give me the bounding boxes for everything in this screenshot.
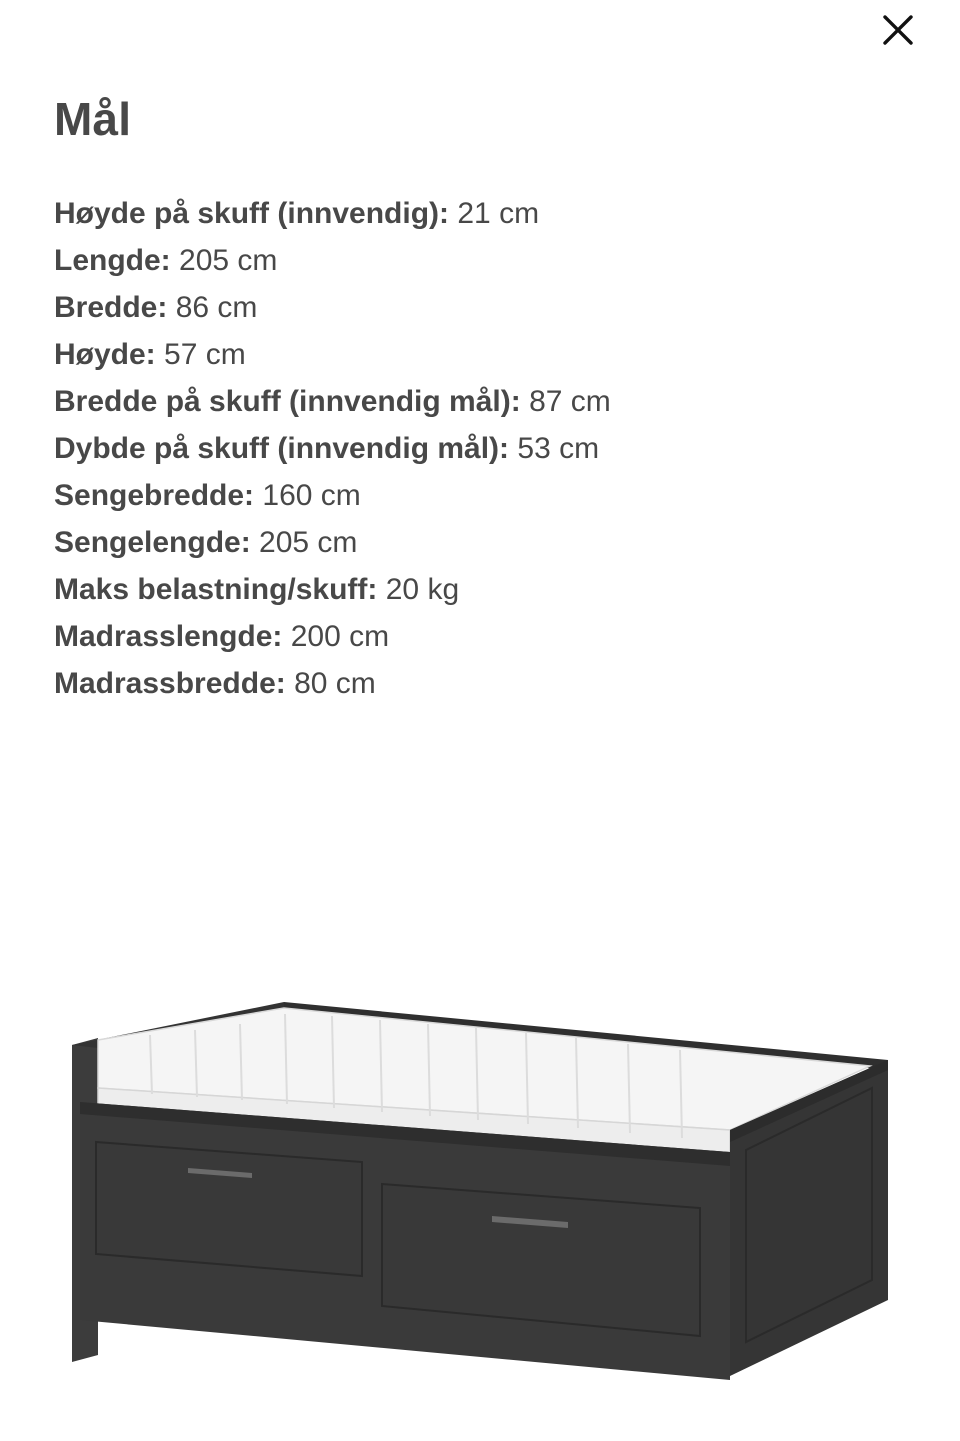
dimension-value: 80 cm [294, 667, 376, 700]
dimension-value: 21 cm [457, 197, 540, 230]
dimension-row [54, 284, 611, 331]
daybed-illustration [40, 990, 920, 1410]
dimension-label: Maks belastning/skuff: [54, 573, 378, 606]
dimension-row [54, 237, 611, 284]
dimension-row [54, 190, 611, 237]
dimension-value: 20 kg [385, 573, 460, 606]
dimension-label: Dybde på skuff (innvendig mål): [54, 432, 510, 465]
dimension-value: 205 cm [259, 526, 358, 559]
page-title: Mål [54, 93, 132, 145]
dimension-label: Madrasslengde: [54, 620, 283, 653]
dimension-label: Høyde på skuff (innvendig): [54, 197, 450, 230]
dimension-value: 53 cm [517, 432, 600, 465]
dimension-label: Sengelengde: [54, 526, 251, 559]
product-image [40, 990, 920, 1410]
dimension-label: Bredde: [54, 291, 168, 324]
dimension-label: Bredde på skuff (innvendig mål): [54, 385, 521, 418]
dimension-row [54, 519, 611, 566]
dimension-value: 86 cm [175, 291, 258, 324]
dimension-label: Høyde: [54, 338, 156, 371]
dimension-value: 205 cm [179, 244, 278, 277]
dimension-label: Madrassbredde: [54, 667, 286, 700]
dimension-value: 57 cm [164, 338, 246, 371]
dimension-value: 200 cm [290, 620, 390, 653]
close-icon [881, 13, 915, 47]
close-button[interactable] [872, 4, 924, 56]
dimension-row [54, 425, 611, 472]
dimension-row [54, 613, 611, 660]
dimension-value: 87 cm [529, 385, 611, 418]
dimension-row [54, 378, 611, 425]
dimension-row [54, 660, 611, 707]
dimension-row [54, 331, 611, 378]
dimension-row [54, 472, 611, 519]
dimension-label: Lengde: [54, 244, 171, 277]
dimension-row [54, 566, 611, 613]
dimension-label: Sengebredde: [54, 479, 255, 512]
dimensions-list [54, 190, 611, 707]
dimension-value: 160 cm [262, 479, 361, 512]
